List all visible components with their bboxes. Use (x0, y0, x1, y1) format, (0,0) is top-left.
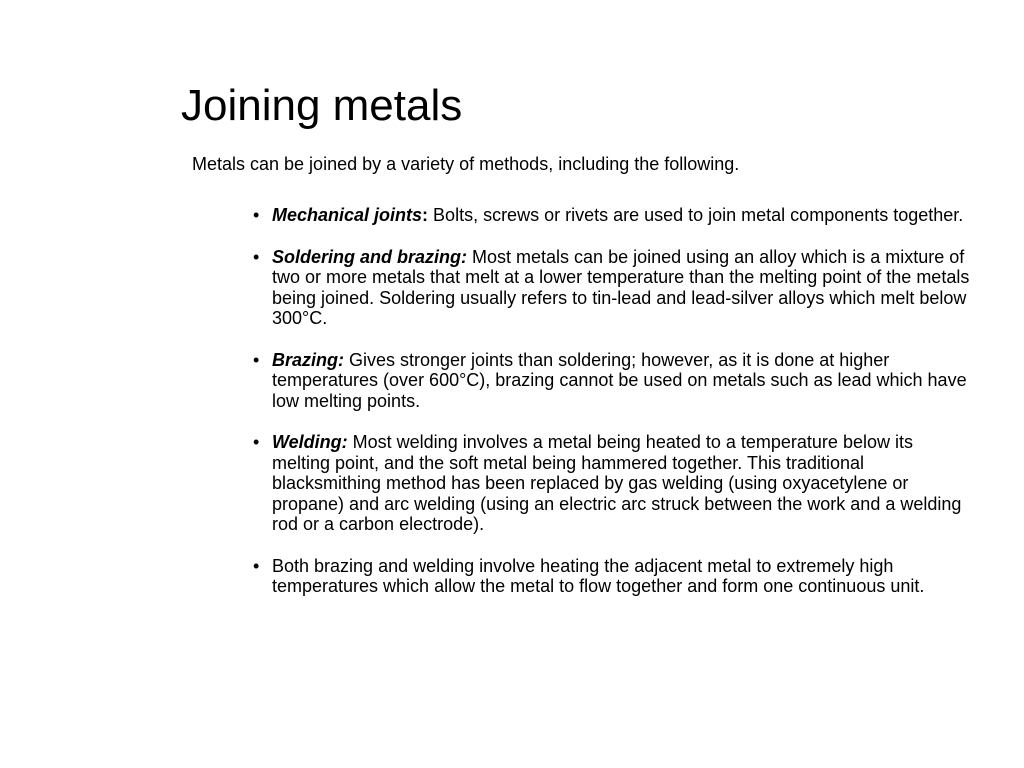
term-colon: : (422, 205, 429, 225)
list-item (250, 205, 970, 226)
bullet-list (250, 205, 970, 618)
list-item (250, 247, 970, 329)
slide-title: Joining metals (181, 81, 463, 130)
bullet-icon: • (253, 205, 260, 225)
bullet-text: Most welding involves a metal being heated to a temperature below its melting point, and the soft metal being hammered together. This traditional blacksmithing method has been replaced by gas welding (using oxyacetylene or propane) and arc welding (using an electric arc struck between the work and a welding rod or a carbon electrode). (272, 432, 962, 534)
intro-text: Metals can be joined by a variety of methods, including the following. (192, 154, 740, 174)
bullet-text: Most metals can be joined using an alloy which is a mixture of two or more metals that melt at a lower temperature than the melting point of the metals being joined. Soldering usually refers to tin-lead and lead-silver alloys which melt below 300°C. (272, 246, 970, 328)
bullet-icon: • (253, 349, 260, 370)
bullet-text: Gives stronger joints than soldering; however, as it is done at higher temperatures (over 600°C), brazing cannot be used on metals such as lead which have low melting points. (272, 349, 967, 411)
bullet-icon: • (253, 432, 260, 452)
term-label: Brazing: (272, 349, 344, 370)
term-label: Welding: (272, 432, 348, 452)
bullet-icon: • (253, 555, 260, 576)
list-item (250, 432, 970, 535)
bullet-text: Both brazing and welding involve heating the adjacent metal to extremely high temperatures which allow the metal to flow together and form one continuous unit. (272, 555, 925, 596)
list-item (250, 350, 970, 412)
term-label: Soldering and brazing: (272, 246, 468, 267)
bullet-icon: • (253, 246, 260, 267)
bullet-text: Bolts, screws or rivets are used to join metal components together. (428, 205, 964, 225)
list-item (250, 556, 970, 597)
term-label: Mechanical joints (272, 205, 423, 225)
